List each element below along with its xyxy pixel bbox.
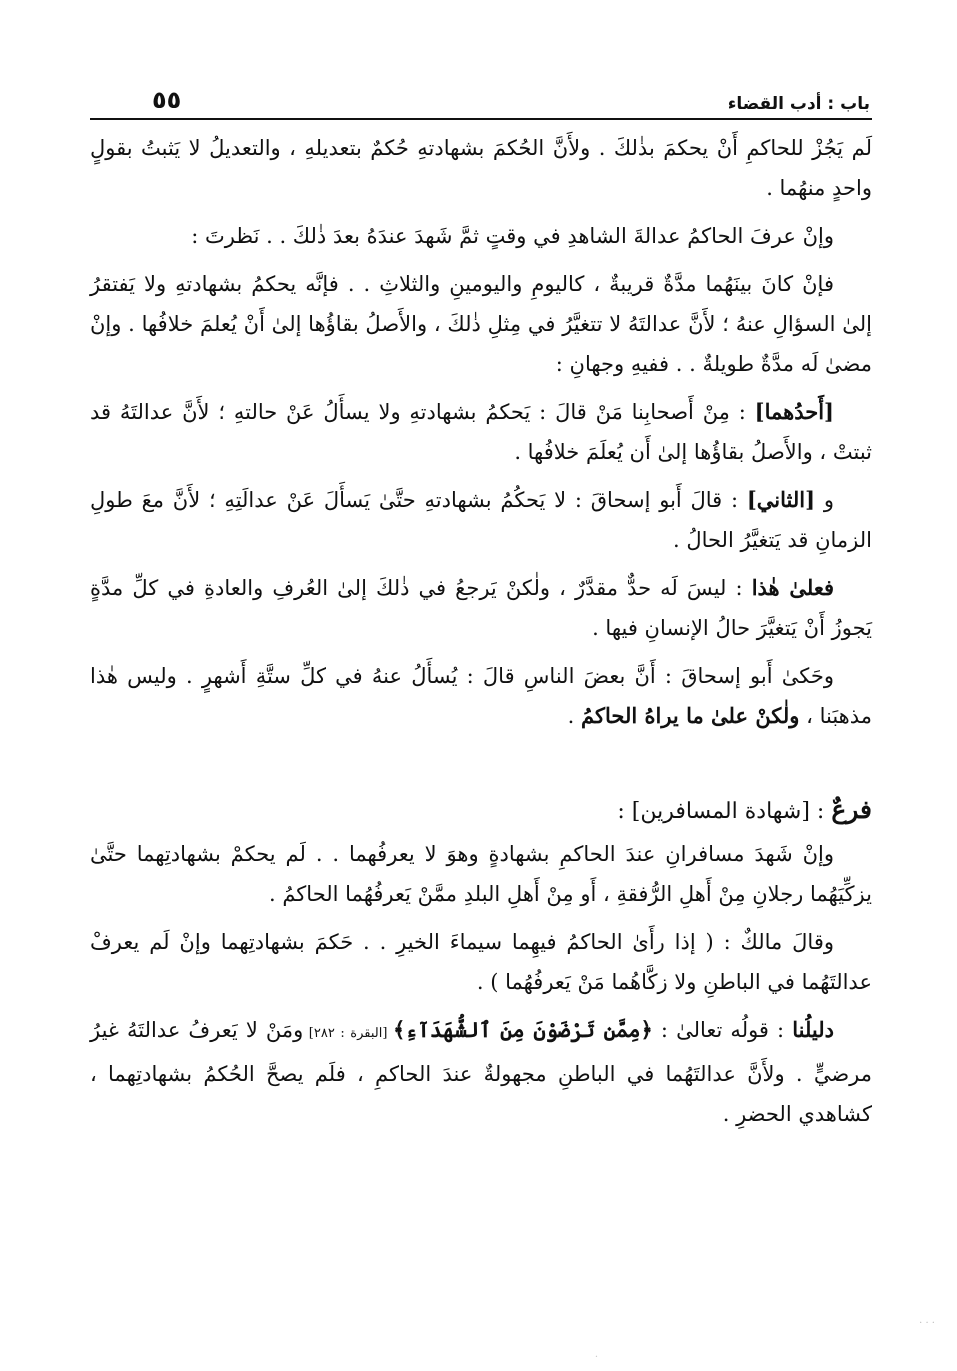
section-title: : [شهادة المسافرين] : xyxy=(617,799,832,824)
corner-marks: · · · xyxy=(919,1318,935,1329)
consequence-label: فعلىٰ هٰذا xyxy=(751,575,834,600)
ruling-emphasis: ولٰكنْ علىٰ ما يراهُ الحاكمُ xyxy=(581,703,800,728)
paragraph-3: فإنْ كانَ بينَهُما مدَّةٌ قريبةٌ ، كاليومِ واليومينِ والثلاثِ . . فإنَّه يحكمُ بشهادتهِ ولا يَفتقرُ إلىٰ السؤالِ عنهُ ؛ لأَنَّ عدالتَهُ لا تتغيَّرُ في مِثلِ ذٰلكَ ، والأَصلُ بقاؤُها إلىٰ أَنْ يُعلمَ خلافُها . وإنْ مضىٰ لَه مدَّةٌ طويلةٌ . . ففيهِ وجهانِ : xyxy=(90,272,872,376)
section-heading xyxy=(90,790,872,832)
page-header xyxy=(90,78,872,120)
evidence-text: ومَنْ لا يَعرفُ عدالتَهُ غيرُ مرضيٍّ . ولأَنَّ عدالتَهُما في الباطنِ مجهولةٌ عندَ الحاكمِ ، فلَم يصحَّ الحُكمُ بشهادتِهما ، كشاهدي الحضرِ . xyxy=(90,1018,872,1126)
consequence-text: : ليسَ لَه حدٌّ مقدَّرٌ ، ولٰكنْ يَرجعُ في ذٰلكَ إلىٰ العُرفِ والعادةِ في كلِّ مدَّةٍ يَجوزُ أَنْ يَتغيَّرَ حالُ الإنسانِ فيها . xyxy=(90,576,872,640)
bottom-dot: · xyxy=(594,1352,598,1363)
paragraph-8: وإنْ شَهدَ مسافرانِ عندَ الحاكمِ بشهادةٍ وهوَ لا يعرفُهما . . لَم يحكمْ بشهادتِهما حتَّىٰ يزكِّيَهُما رجلانِ مِنْ أَهلِ الرُّفقةِ ، أَو مِنْ أَهلِ البلدِ ممَّنْ يَعرفُهُما الحاكمُ . xyxy=(90,842,872,906)
second-opinion-text: : قالَ أَبو إسحاقَ : لا يَحكُمُ بشهادتهِ حتَّىٰ يَسأَلَ عَنْ عدالَتِهِ ؛ لأَنَّ معَ طولِ الزمانِ قد يَتغيَّرُ الحالُ . xyxy=(90,488,872,552)
second-opinion-prefix: و xyxy=(815,488,834,512)
page-number: ٥٥ xyxy=(152,86,182,114)
book-page xyxy=(90,78,872,1134)
evidence-intro: : قولُه تعالىٰ : xyxy=(652,1018,793,1042)
paragraph-10 xyxy=(90,1010,872,1134)
quran-verse: ﴿مِمَّن تَرْضَوْنَ مِنَ ٱلشُّهَدَآءِ﴾ xyxy=(392,1017,653,1042)
section-label: فرعٌ xyxy=(831,795,872,824)
ruling-end: . xyxy=(567,704,582,728)
paragraph-4 xyxy=(90,392,872,472)
paragraph-7 xyxy=(90,656,872,736)
paragraph-9: وقالَ مالكٌ : ( إذا رأَىٰ الحاكمُ فيهِما سيماءَ الخيرِ . . حَكمَ بشهادتِهما وإنْ لَم يعرفْ عدالتَهُما في الباطنِ ولا زكَّاهُما مَنْ يَعرفُهُما ) . xyxy=(90,930,872,994)
paragraph-6 xyxy=(90,568,872,648)
second-opinion-label: [الثاني] xyxy=(746,487,816,512)
page-body xyxy=(90,128,872,1134)
abu-ishaq-report: وحَكىٰ أَبو إسحاقَ : أَنَّ بعضَ الناسِ قالَ : يُسأَلُ عنهُ في كلِّ ستَّةِ أَشهرٍ . وليس هٰذا مذهبَنا ، xyxy=(90,664,872,728)
paragraph-2: وإنْ عرفَ الحاكمُ عدالةَ الشاهدِ في وقتٍ ثمَّ شَهدَ عندَهُ بعدَ ذٰلكَ . . نَظرتَ : xyxy=(191,224,834,248)
first-opinion-label: [أَحدُهما] xyxy=(754,399,834,424)
verse-citation: [البقرة : ٢٨٢] xyxy=(303,1026,393,1041)
first-opinion-text: : مِنْ أَصحابِنا مَنْ قالَ : يَحكمُ بشهادتهِ ولا يسأَلُ عَنْ حالتهِ ؛ لأَنَّ عدالتَهُ قد ثبتتْ ، والأَصلُ بقاؤُها إلىٰ أَن يُعلَمَ خلافُها . xyxy=(90,400,872,464)
paragraph-5 xyxy=(90,480,872,560)
evidence-label: دليلُنا xyxy=(792,1017,834,1042)
running-head: باب : أدب القضاء xyxy=(727,94,870,114)
paragraph-1: لَم يَجُزْ للحاكمِ أَنْ يحكمَ بذٰلكَ . ولأَنَّ الحُكمَ بشهادتهِ حُكمٌ بتعديلهِ ، والتعديلُ لا يَثبتُ بقولٍ واحدٍ منهُما . xyxy=(90,136,872,200)
